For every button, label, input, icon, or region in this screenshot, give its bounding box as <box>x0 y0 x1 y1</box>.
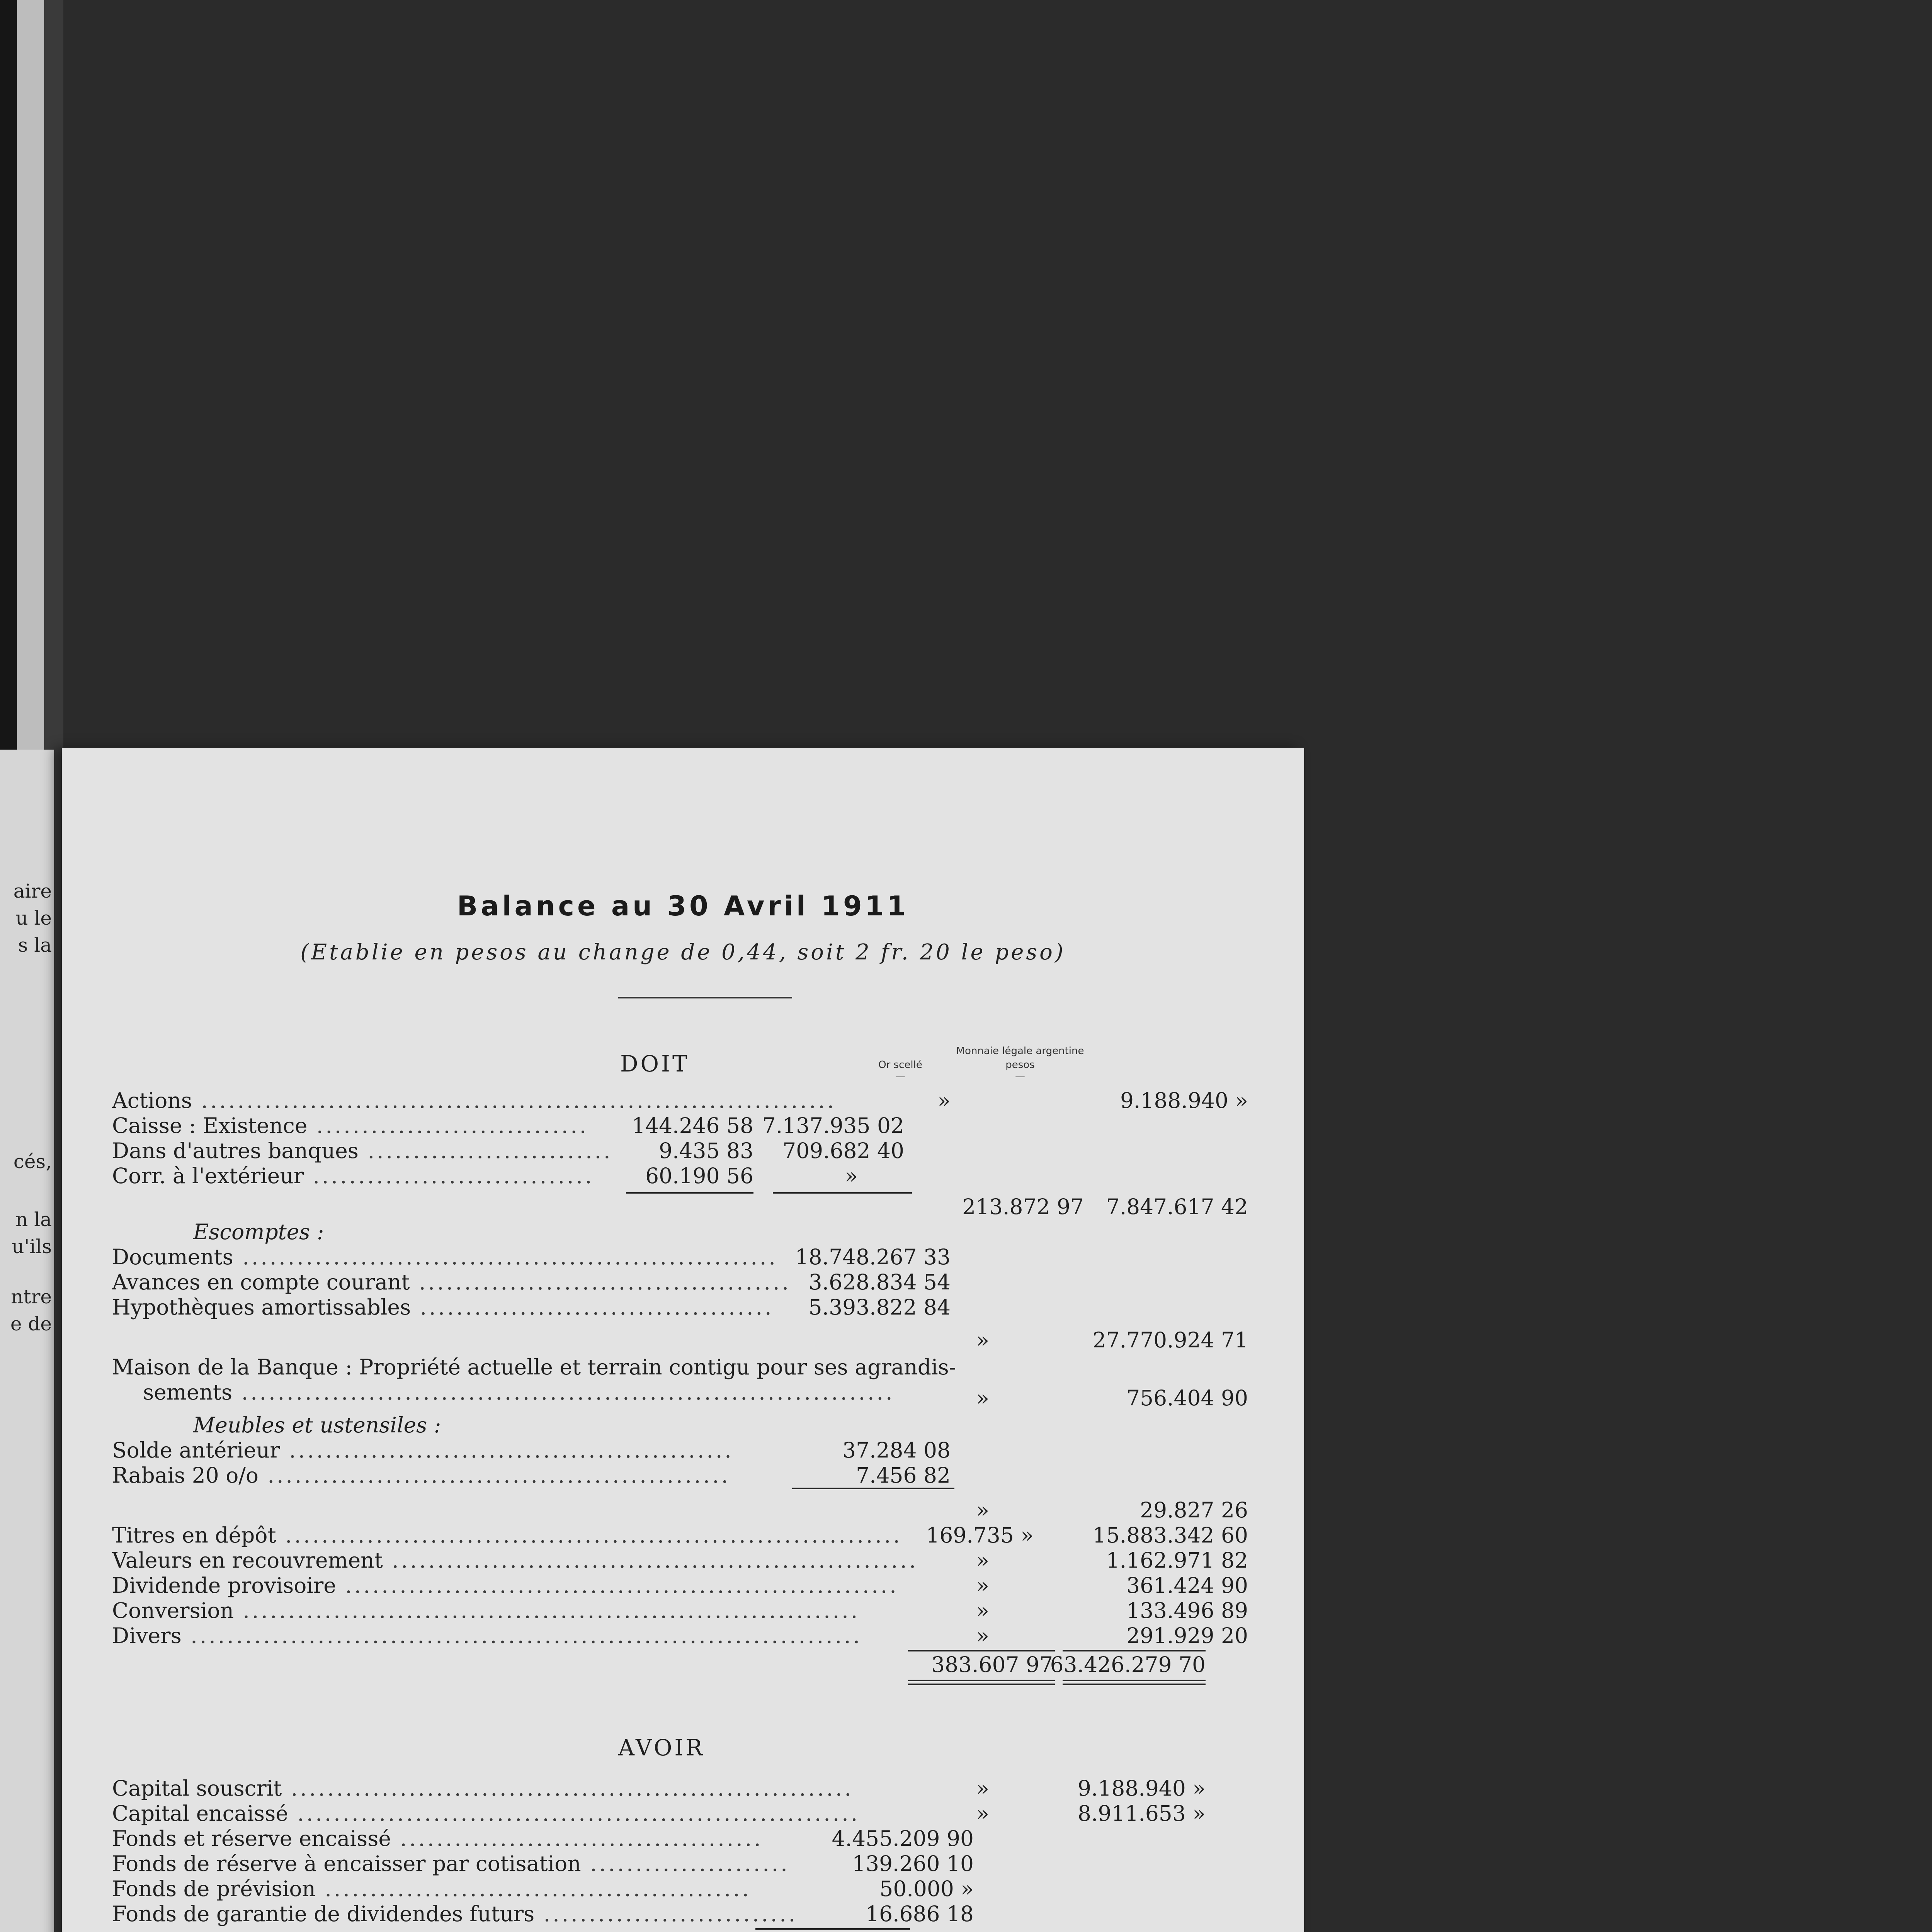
sub-total-value: 50.000 » <box>879 1876 974 1901</box>
total-rule <box>908 1684 1055 1685</box>
row-label: Titres en dépôt .................................................................... <box>112 1523 902 1548</box>
gold-value: » <box>976 1598 989 1623</box>
sub-total-value: 5.393.822 84 <box>808 1295 951 1320</box>
cut-text: aire <box>13 880 52 902</box>
sub-total-value: 18.748.267 33 <box>795 1245 951 1269</box>
sub-total-value: 7.456 82 <box>856 1463 951 1488</box>
legal-value: 15.883.342 60 <box>1092 1523 1248 1548</box>
legal-value: 27.770.924 71 <box>1092 1328 1248 1352</box>
title-divider <box>618 997 792 998</box>
row-label: Corr. à l'extérieur ............................... <box>112 1163 594 1188</box>
total-rule <box>908 1680 1055 1681</box>
cut-text: s la <box>18 934 52 956</box>
sub-total-value: 16.686 18 <box>866 1901 974 1926</box>
gold-value: » <box>976 1328 989 1352</box>
gold-value: » <box>976 1623 989 1648</box>
sub-value: 144.246 58 <box>632 1113 753 1138</box>
sub-value: 9.435 83 <box>659 1138 753 1163</box>
row-label: Divers .......................................................................... <box>112 1623 862 1648</box>
legal-value: 133.496 89 <box>1126 1598 1248 1623</box>
row-label: Actions ...................................................................... <box>112 1088 837 1113</box>
column-head-legal: Monnaie légale argentine <box>956 1045 1084 1057</box>
sub-total-value: » <box>845 1163 858 1188</box>
cut-text: e de <box>10 1313 52 1335</box>
row-label: sements ........................................................................ <box>143 1380 895 1405</box>
group-heading: Meubles et ustensiles : <box>193 1413 441 1437</box>
page-subtitle: (Etablie en pesos au change de 0,44, soit 2 fr. 20 le peso) <box>300 940 1066 965</box>
gold-value: 213.872 97 <box>962 1194 1084 1219</box>
sub-total-value: 37.284 08 <box>842 1438 951 1463</box>
gold-value: 169.735 » <box>926 1523 1034 1548</box>
total-rule <box>1063 1684 1206 1685</box>
cut-text: ntre <box>11 1286 52 1308</box>
row-label: Capital souscrit .............................................................. <box>112 1776 854 1801</box>
row-label: Rabais 20 o/o ................................................... <box>112 1463 731 1488</box>
row-label: Dans d'autres banques ........................... <box>112 1138 613 1163</box>
legal-value: 8.911.653 » <box>1077 1801 1206 1826</box>
sub-total-value: 4.455.209 90 <box>832 1826 974 1851</box>
sub-value: 60.190 56 <box>645 1163 753 1188</box>
legal-value: 29.827 26 <box>1140 1498 1248 1522</box>
row-label: Hypothèques amortissables ....................................... <box>112 1295 774 1320</box>
row-label: Fonds et réserve encaissé ........................................ <box>112 1826 763 1851</box>
sum-rule <box>626 1192 753 1194</box>
row-label: Fonds de prévision ............................................... <box>112 1876 752 1901</box>
gold-value: » <box>976 1498 989 1522</box>
column-head-legal-unit: pesos <box>1005 1059 1035 1071</box>
gold-value: » <box>976 1801 989 1826</box>
page-title: Balance au 30 Avril 1911 <box>457 890 909 922</box>
cut-text: u le <box>15 907 52 929</box>
row-label: Conversion .................................................................... <box>112 1598 860 1623</box>
row-label: Solde antérieur ................................................. <box>112 1438 734 1463</box>
group-heading: Escomptes : <box>193 1219 324 1244</box>
legal-total: 63.426.279 70 <box>1050 1652 1206 1677</box>
section-heading-avoir: AVOIR <box>618 1735 705 1761</box>
gold-value: » <box>976 1776 989 1801</box>
row-label: Avances en compte courant ......................................... <box>112 1270 791 1294</box>
sum-rule <box>1063 1650 1206 1651</box>
gold-value: » <box>976 1548 989 1573</box>
previous-page-fragment <box>0 750 54 1932</box>
sum-rule <box>755 1928 910 1930</box>
column-head-dash: — <box>1015 1071 1025 1082</box>
gold-total: 383.607 97 <box>931 1652 1053 1677</box>
legal-value: 7.847.617 42 <box>1106 1194 1248 1219</box>
legal-value: 756.404 90 <box>1126 1386 1248 1410</box>
row-label: Valeurs en recouvrement .......................................................... <box>112 1548 918 1573</box>
gold-value: » <box>937 1088 951 1113</box>
total-rule <box>1063 1680 1206 1681</box>
row-label: Capital encaissé .............................................................. <box>112 1801 860 1826</box>
cut-text: u'ils <box>12 1235 52 1258</box>
cut-text: cés, <box>13 1150 52 1173</box>
row-label: Dividende provisoire ............................................................. <box>112 1573 899 1598</box>
row-label: Fonds de réserve à encaisser par cotisation ...................... <box>112 1851 790 1876</box>
legal-value: 9.188.940 » <box>1077 1776 1206 1801</box>
column-head-gold: Or scellé <box>878 1059 922 1071</box>
sub-total-value: 709.682 40 <box>782 1138 904 1163</box>
gold-value: » <box>976 1573 989 1598</box>
sum-rule <box>908 1650 1055 1651</box>
sum-rule <box>792 1488 954 1489</box>
legal-value: 291.929 20 <box>1126 1623 1248 1648</box>
row-label: Fonds de garantie de dividendes futurs ............................ <box>112 1901 798 1926</box>
row-label: Documents ........................................................... <box>112 1245 778 1269</box>
legal-value: 1.162.971 82 <box>1106 1548 1248 1573</box>
cut-text: n la <box>15 1208 52 1231</box>
sum-rule <box>773 1192 912 1194</box>
section-heading-doit: DOIT <box>620 1051 690 1077</box>
sub-total-value: 139.260 10 <box>852 1851 974 1876</box>
column-head-dash: — <box>895 1071 905 1082</box>
sub-total-value: 7.137.935 02 <box>762 1113 904 1138</box>
row-label: Caisse : Existence .............................. <box>112 1113 589 1138</box>
balance-sheet-page <box>62 748 1304 1932</box>
legal-value: 361.424 90 <box>1126 1573 1248 1598</box>
row-label: Maison de la Banque : Propriété actuelle et terrain contigu pour ses agrandis- <box>112 1355 956 1379</box>
legal-value: 9.188.940 » <box>1120 1088 1248 1113</box>
gold-value: » <box>976 1386 989 1410</box>
sub-total-value: 3.628.834 54 <box>808 1270 951 1294</box>
